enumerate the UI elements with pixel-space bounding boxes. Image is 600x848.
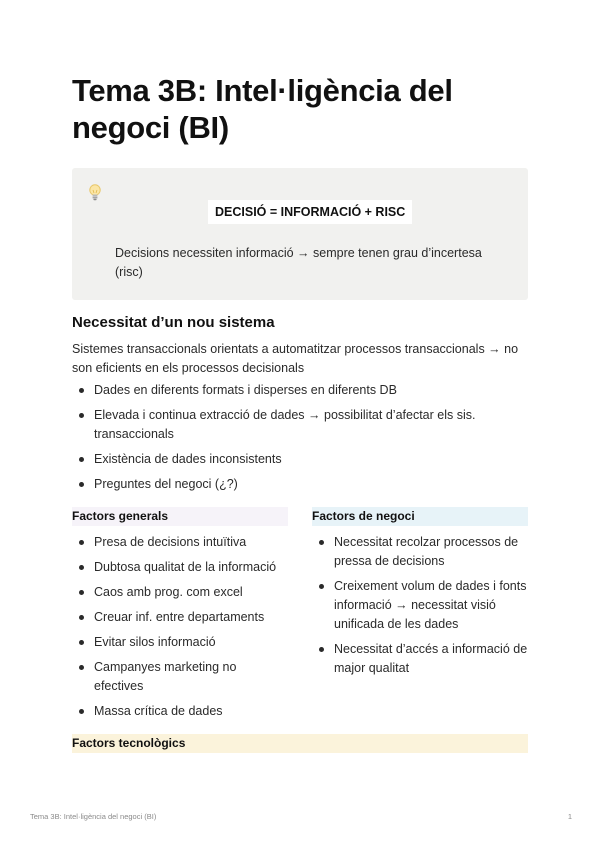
list-item: Presa de decisions intuïtiva xyxy=(72,533,288,552)
factors-tecnologics-title: Factors tecnològics xyxy=(72,736,186,750)
callout-text: Decisions necessiten informació → sempre tenen grau d’incertesa (risc) xyxy=(115,246,482,279)
factors-negoci-title: Factors de negoci xyxy=(312,509,415,523)
list-item: Dubtosa qualitat de la informació xyxy=(72,558,288,577)
factors-negoci-header xyxy=(312,507,528,526)
list-item: Evitar silos informació xyxy=(72,633,288,652)
requirements-list xyxy=(72,381,512,500)
factors-generals-list xyxy=(72,533,288,727)
factors-generals-title: Factors generals xyxy=(72,509,169,523)
page-title: Tema 3B: Intel·ligència del negoci (BI) xyxy=(72,73,453,145)
footer-page-number: 1 xyxy=(567,812,572,821)
list-item: Necessitat d’accés a informació de major qualitat xyxy=(312,640,528,678)
list-item: Massa crítica de dades xyxy=(72,702,288,721)
list-item: Campanyes marketing no efectives xyxy=(72,658,288,696)
factors-negoci-list xyxy=(312,533,528,684)
section-heading: Necessitat d’un nou sistema xyxy=(72,314,275,331)
section-intro: Sistemes transaccionals orientats a automatitzar processos transaccionals → no son eficients en els processos decisionals xyxy=(72,342,519,375)
list-item: Necessitat recolzar processos de pressa de decisions xyxy=(312,533,528,571)
callout-box xyxy=(72,168,528,300)
factors-generals-header xyxy=(72,507,288,526)
lightbulb-icon xyxy=(88,183,102,203)
list-item: Creixement volum de dades i fonts informació → necessitat visió unificada de les dades xyxy=(312,577,528,634)
list-item: Existència de dades inconsistents xyxy=(72,450,512,469)
list-item: Caos amb prog. com excel xyxy=(72,583,288,602)
list-item: Elevada i continua extracció de dades → possibilitat d’afectar els sis. transaccionals xyxy=(72,406,512,444)
factors-tecnologics-header xyxy=(72,734,528,753)
list-item: Preguntes del negoci (¿?) xyxy=(72,475,512,494)
callout-formula: DECISIÓ = INFORMACIÓ + RISC xyxy=(208,200,412,224)
list-item: Creuar inf. entre departaments xyxy=(72,608,288,627)
footer-doc-title: Tema 3B: Intel·ligència del negoci (BI) xyxy=(30,812,157,821)
list-item: Dades en diferents formats i disperses en diferents DB xyxy=(72,381,512,400)
